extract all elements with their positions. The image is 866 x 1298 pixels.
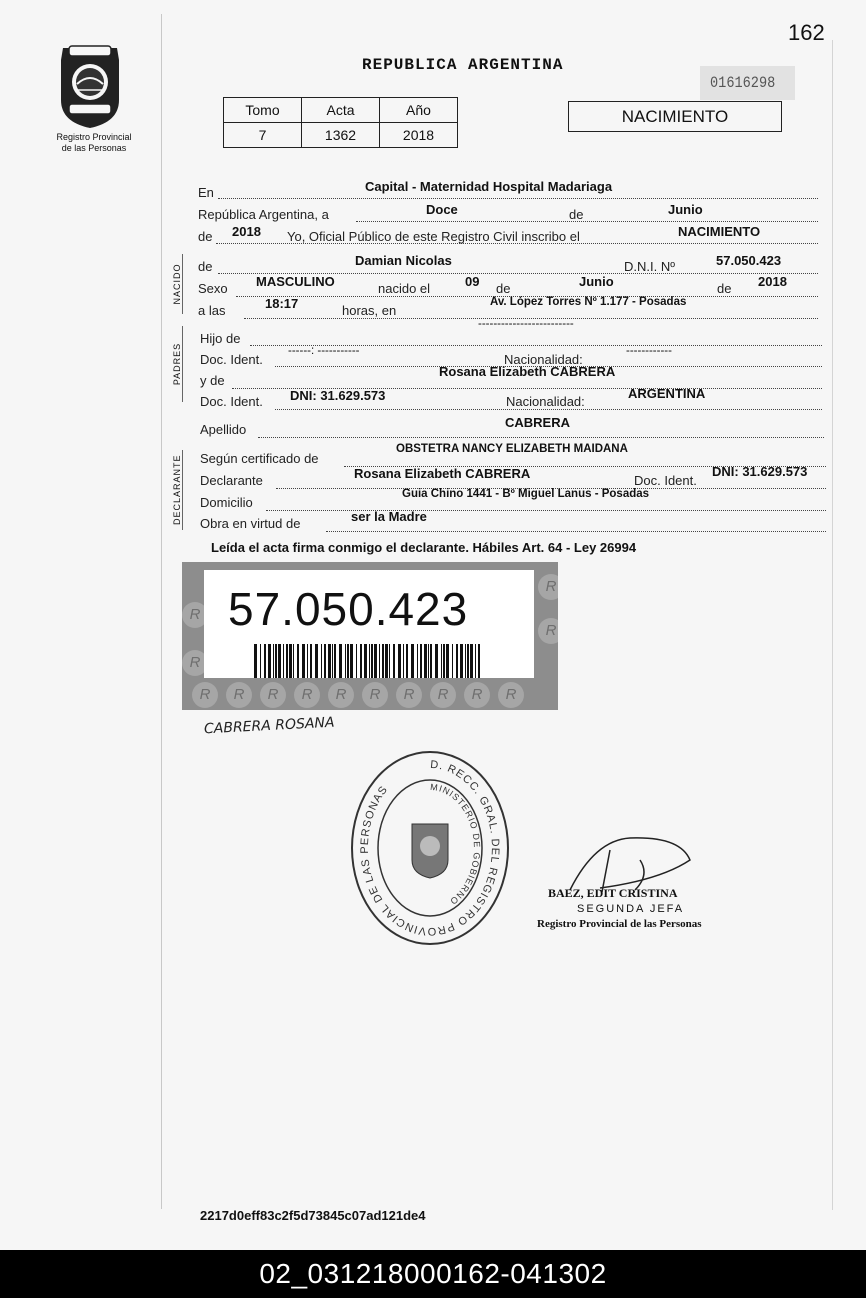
official-seal-icon xyxy=(348,748,513,948)
barcode-bar xyxy=(441,644,442,678)
dni-sticker-number: 57.050.423 xyxy=(228,583,469,635)
signatory-org: Registro Provincial de las Personas xyxy=(537,918,702,930)
pattern-mark: R xyxy=(260,682,286,708)
barcode xyxy=(254,644,484,678)
pattern-mark: R xyxy=(182,650,208,676)
header-tomo: Tomo xyxy=(224,98,302,123)
page-number: 162 xyxy=(788,20,825,45)
value-certificado: OBSTETRA NANCY ELIZABETH MAIDANA xyxy=(396,443,628,455)
barcode-bar xyxy=(460,644,463,678)
value-nombre: Damian Nicolas xyxy=(355,253,452,268)
pattern-mark: R xyxy=(396,682,422,708)
pattern-mark: R xyxy=(294,682,320,708)
barcode-bar xyxy=(452,644,453,678)
value-hora: 18:17 xyxy=(265,296,299,311)
right-edge-rule xyxy=(832,40,833,1210)
pattern-mark: R xyxy=(430,682,456,708)
seal-inner-text: MINISTERIO DE GOBIERNO xyxy=(429,781,483,907)
barcode-bar xyxy=(310,644,312,678)
value-anio: 2018 xyxy=(380,123,458,148)
section-padres-label: PADRES xyxy=(172,342,182,386)
barcode-bar xyxy=(275,644,277,678)
record-type-box: NACIMIENTO xyxy=(568,101,782,132)
signatory-name: BAEZ, EDIT CRISTINA xyxy=(548,886,678,900)
value-domicilio: Guia Chino 1441 - Bº Miguel Lanus - Posadas xyxy=(402,488,650,500)
pattern-mark: R xyxy=(328,682,354,708)
label-y-de: y de xyxy=(200,373,225,388)
barcode-bar xyxy=(475,644,476,678)
value-tomo: 7 xyxy=(224,123,302,148)
barcode-bar xyxy=(328,644,331,678)
barcode-bar xyxy=(467,644,469,678)
pattern-mark: R xyxy=(182,602,208,628)
pattern-mark: R xyxy=(538,574,558,600)
barcode-bar xyxy=(273,644,274,678)
barcode-bar xyxy=(350,644,353,678)
value-acta: 1362 xyxy=(302,123,380,148)
label-doc-ident-declarante: Doc. Ident. xyxy=(634,473,697,488)
section-nacido xyxy=(170,254,184,314)
label-dni: D.N.I. Nº xyxy=(624,259,675,274)
label-obra-en-virtud: Obra en virtud de xyxy=(200,516,301,531)
label-a-las: a las xyxy=(198,303,226,318)
barcode-bar xyxy=(417,644,418,678)
barcode-bar xyxy=(345,644,346,678)
value-padre: ------------------------- xyxy=(478,318,574,330)
serial-number-box xyxy=(700,66,795,100)
barcode-bar xyxy=(302,644,305,678)
barcode-bar xyxy=(307,644,308,678)
barcode-bar xyxy=(321,644,322,678)
label-republica: República Argentina, a xyxy=(198,207,329,222)
label-doc-ident-madre: Doc. Ident. xyxy=(200,394,263,409)
label-domicilio: Domicilio xyxy=(200,495,253,510)
barcode-bar xyxy=(435,644,438,678)
label-de-anio: de xyxy=(198,229,213,244)
value-sexo: MASCULINO xyxy=(256,274,335,289)
barcode-bar xyxy=(369,644,370,678)
file-id-bar: 02_031218000162-041302 xyxy=(0,1250,866,1298)
barcode-bar xyxy=(420,644,422,678)
value-anio: 2018 xyxy=(232,224,261,239)
pattern-mark: R xyxy=(192,682,218,708)
value-dia-nac: 09 xyxy=(465,274,480,289)
label-sexo: Sexo xyxy=(198,281,228,296)
value-padre-nac: ------------ xyxy=(626,345,672,357)
barcode-bar xyxy=(332,644,333,678)
registry-caption-line2: de las Personas xyxy=(61,143,127,153)
barcode-bar xyxy=(278,644,281,678)
barcode-bar xyxy=(398,644,401,678)
pattern-mark: R xyxy=(226,682,252,708)
barcode-bar xyxy=(315,644,318,678)
value-padre-doc: ------: ----------- xyxy=(288,345,360,357)
value-mes-nac: Junio xyxy=(579,274,614,289)
barcode-bar xyxy=(403,644,404,678)
barcode-bar xyxy=(339,644,342,678)
margin-rule xyxy=(161,14,162,1209)
value-apellido: CABRERA xyxy=(505,415,570,430)
label-de-anio2: de xyxy=(717,281,732,296)
label-nacionalidad-madre: Nacionalidad: xyxy=(506,394,585,409)
record-table-values xyxy=(224,123,458,148)
record-table-header xyxy=(224,98,458,123)
value-madre-nac: ARGENTINA xyxy=(628,386,706,401)
value-anio-nac: 2018 xyxy=(758,274,787,289)
barcode-bar xyxy=(283,644,284,678)
barcode-bar xyxy=(364,644,367,678)
label-nacido-el: nacido el xyxy=(378,281,431,296)
pattern-mark: R xyxy=(362,682,388,708)
section-declarante-label: DECLARANTE xyxy=(172,454,182,525)
label-doc-ident-padre: Doc. Ident. xyxy=(200,352,263,367)
value-dia-letras: Doce xyxy=(426,202,458,217)
dni-sticker xyxy=(182,562,558,710)
barcode-bar xyxy=(374,644,377,678)
province-emblem-icon xyxy=(55,42,125,130)
record-table xyxy=(223,97,458,148)
header-acta: Acta xyxy=(302,98,380,123)
label-nacionalidad-padre: Nacionalidad: xyxy=(504,352,583,367)
label-de-mes2: de xyxy=(496,281,511,296)
barcode-bar xyxy=(286,644,288,678)
barcode-bar xyxy=(424,644,427,678)
value-madre-doc: DNI: 31.629.573 xyxy=(290,388,386,403)
barcode-bar xyxy=(389,644,390,678)
signatory-role: SEGUNDA JEFA xyxy=(577,903,685,915)
pattern-mark: R xyxy=(464,682,490,708)
barcode-bar xyxy=(260,644,261,678)
barcode-bar xyxy=(379,644,380,678)
barcode-bar xyxy=(382,644,384,678)
registry-caption xyxy=(40,132,148,154)
dni-sticker-label xyxy=(204,570,534,678)
value-tipo-acto: NACIMIENTO xyxy=(678,224,761,239)
barcode-bar xyxy=(443,644,445,678)
barcode-bar xyxy=(264,644,266,678)
label-declarante: Declarante xyxy=(200,473,263,488)
value-direccion-nac: Av. López Torres Nº 1.177 - Posadas xyxy=(490,296,687,308)
value-madre: Rosana Elizabeth CABRERA xyxy=(439,364,616,379)
label-hijo-de: Hijo de xyxy=(200,331,241,346)
document-title: REPUBLICA ARGENTINA xyxy=(362,56,564,74)
label-de-mes: de xyxy=(569,207,584,222)
pattern-mark: R xyxy=(498,682,524,708)
barcode-bar xyxy=(393,644,395,678)
barcode-bar xyxy=(470,644,473,678)
section-declarante xyxy=(170,450,184,530)
seal-outer-text: D. RECC. GRAL. DEL REGISTRO PROVINCIAL DE LAS PERSONAS xyxy=(358,758,502,938)
barcode-bar xyxy=(428,644,429,678)
pattern-mark: R xyxy=(538,618,558,644)
barcode-bar xyxy=(430,644,432,678)
closing-statement: Leída el acta firma conmigo el declarante. Hábiles Art. 64 - Ley 26994 xyxy=(211,540,637,555)
barcode-bar xyxy=(456,644,458,678)
barcode-bar xyxy=(254,644,257,678)
section-nacido-label: NACIDO xyxy=(172,263,182,305)
label-horas-en: horas, en xyxy=(342,303,397,318)
barcode-bar xyxy=(360,644,362,678)
barcode-bar xyxy=(385,644,388,678)
barcode-bar xyxy=(371,644,373,678)
handwritten-name: CABRERA ROSANA xyxy=(203,714,335,738)
value-declarante-doc: DNI: 31.629.573 xyxy=(712,464,808,479)
barcode-bar xyxy=(324,644,326,678)
section-padres xyxy=(170,326,184,402)
label-apellido: Apellido xyxy=(200,422,247,437)
label-segun-certificado: Según certificado de xyxy=(200,451,319,466)
barcode-bar xyxy=(293,644,294,678)
barcode-bar xyxy=(411,644,414,678)
barcode-bar xyxy=(347,644,349,678)
header-anio: Año xyxy=(380,98,458,123)
value-declarante: Rosana Elizabeth CABRERA xyxy=(354,466,531,481)
value-obra-virtud: ser la Madre xyxy=(351,509,427,524)
barcode-bar xyxy=(446,644,449,678)
registry-caption-line1: Registro Provincial xyxy=(56,132,132,142)
value-lugar: Capital - Maternidad Hospital Madariaga xyxy=(365,179,613,194)
label-en: En xyxy=(198,185,214,200)
barcode-bar xyxy=(334,644,336,678)
barcode-bar xyxy=(289,644,292,678)
barcode-bar xyxy=(406,644,408,678)
barcode-bar xyxy=(465,644,466,678)
serial-number: 01616298 xyxy=(710,74,776,92)
barcode-bar xyxy=(356,644,357,678)
value-dni: 57.050.423 xyxy=(716,253,782,268)
label-de-nombre: de xyxy=(198,259,213,274)
barcode-bar xyxy=(478,644,480,678)
barcode-bar xyxy=(268,644,271,678)
barcode-bar xyxy=(297,644,299,678)
value-mes: Junio xyxy=(668,202,703,217)
label-yo-oficial: Yo, Oficial Público de este Registro Civil inscribo el xyxy=(287,229,580,244)
document-hash: 2217d0eff83c2f5d73845c07ad121de4 xyxy=(200,1208,426,1223)
